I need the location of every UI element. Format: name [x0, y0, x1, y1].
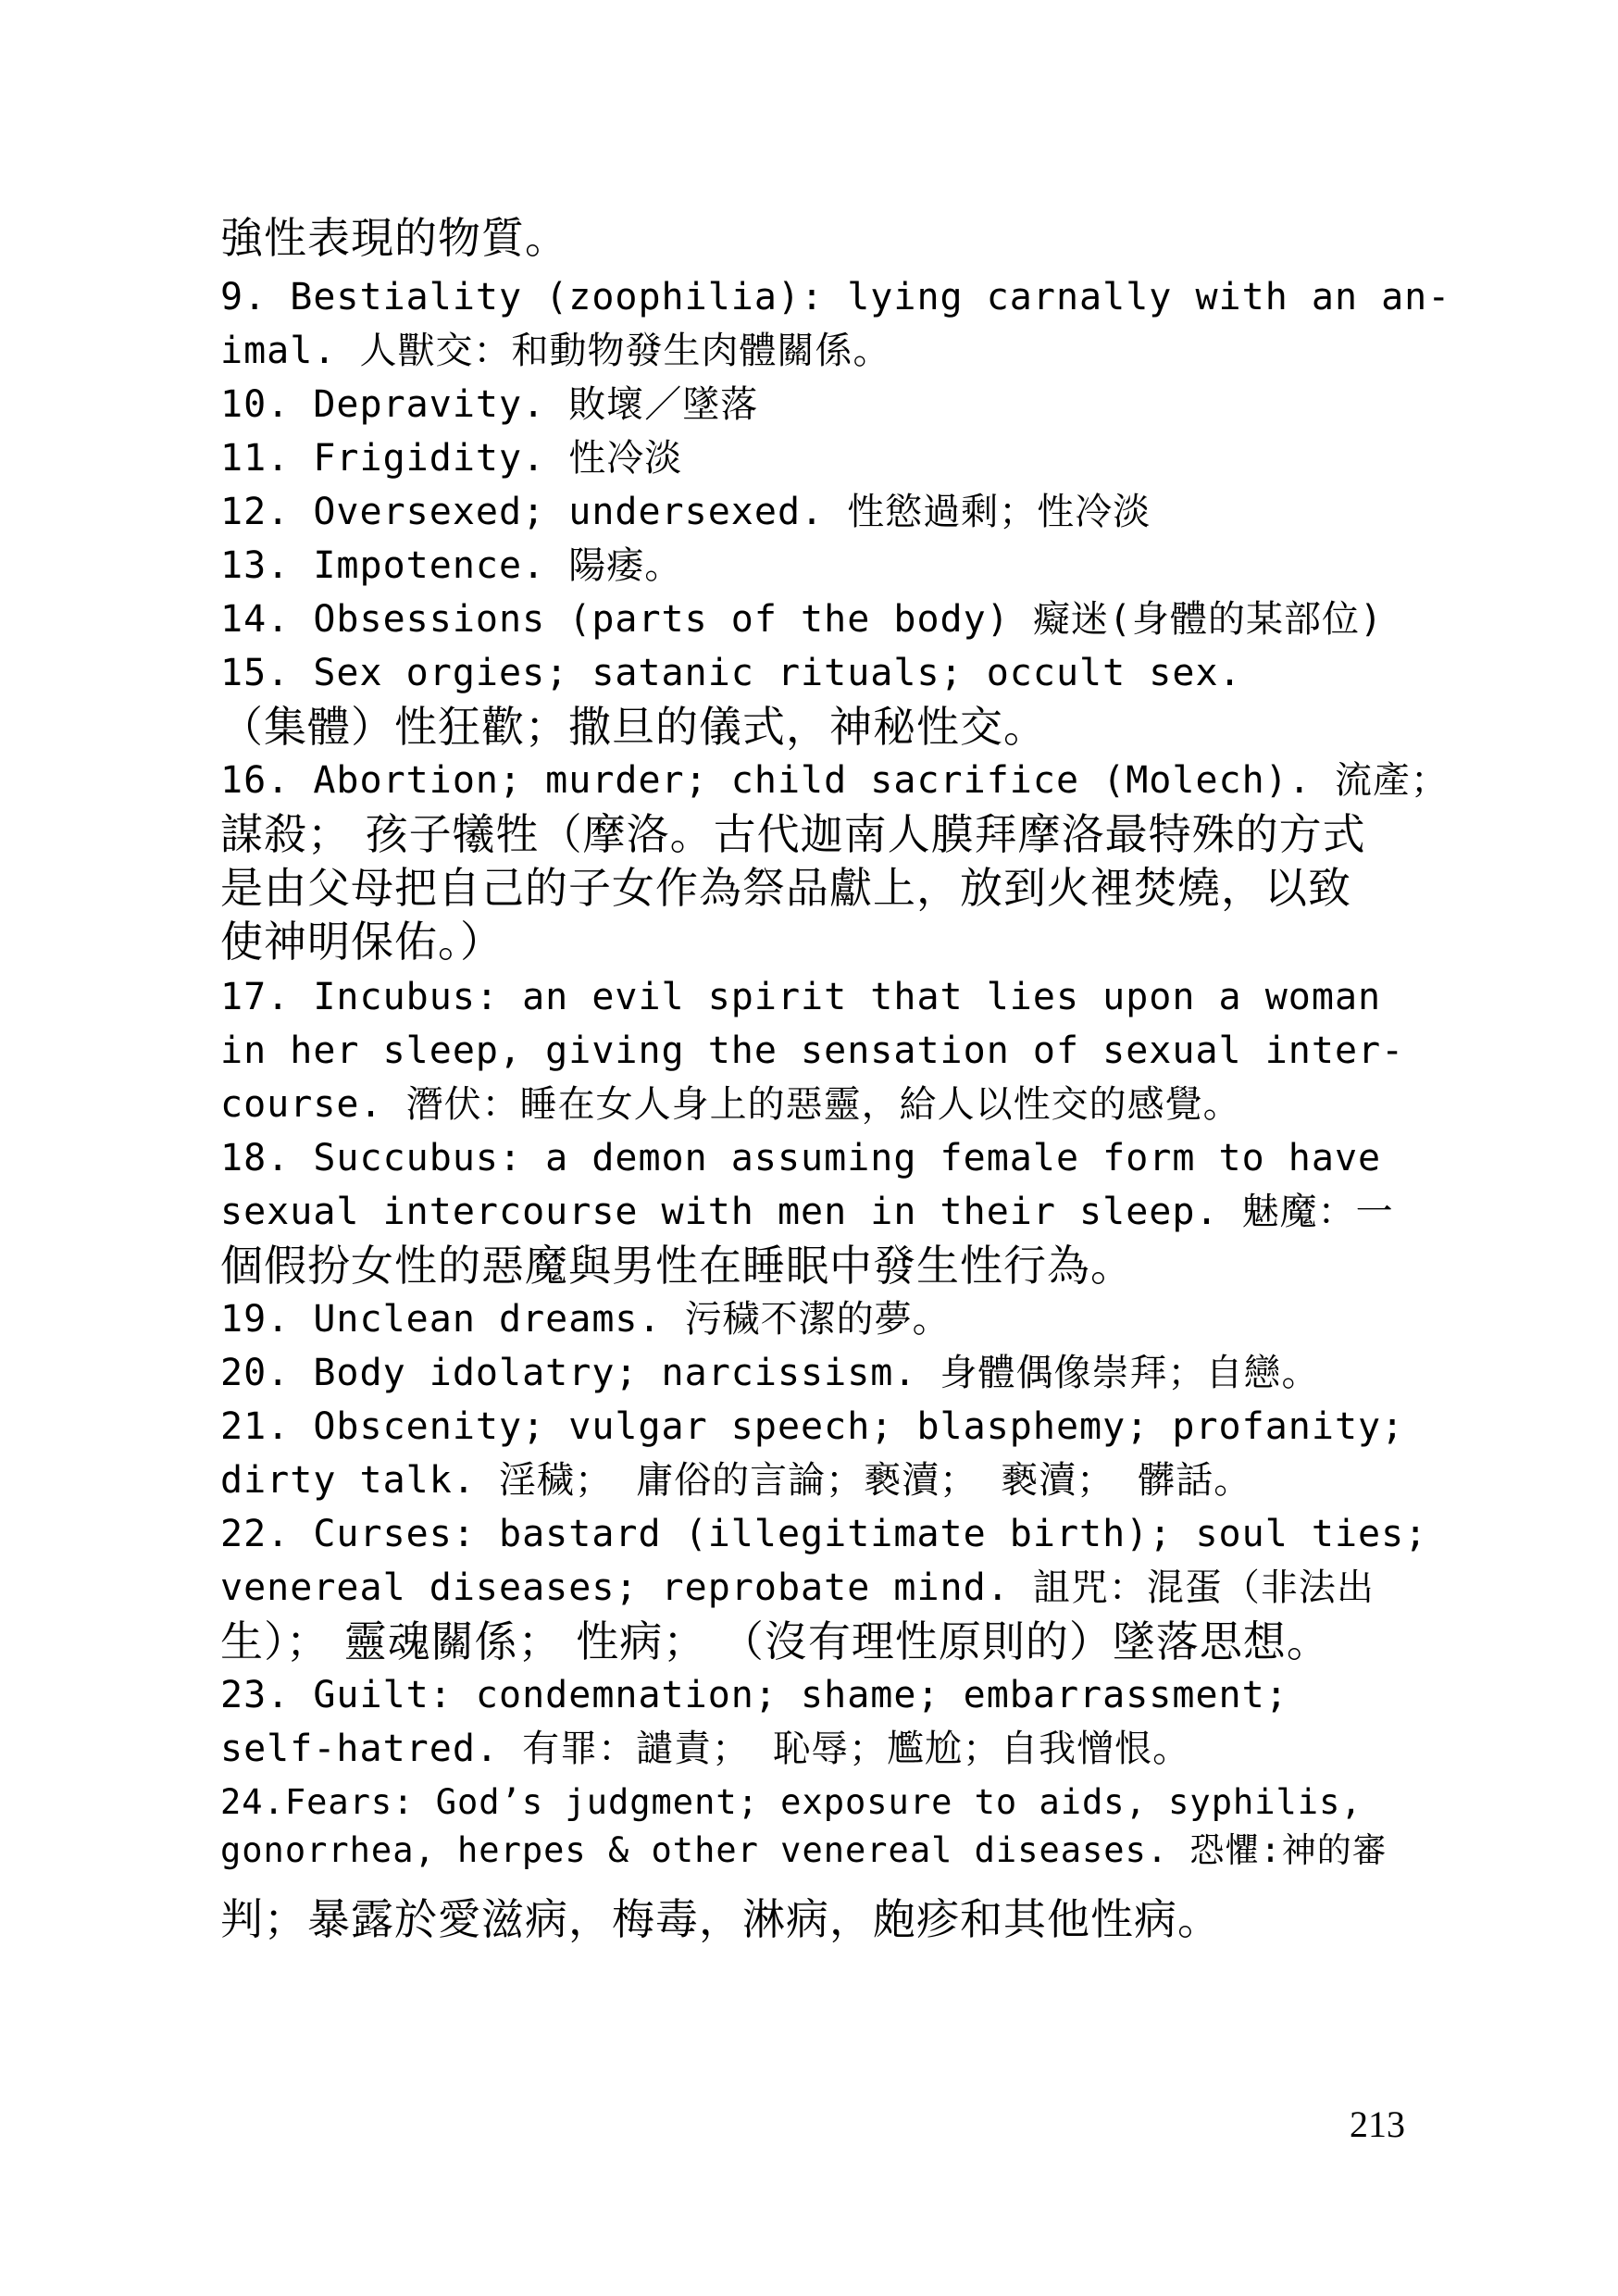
- text-line: 謀殺； 孩子犧牲（摩洛。古代迦南人膜拜摩洛最特殊的方式: [220, 809, 1366, 859]
- text-line: dirty talk. 淫穢； 庸俗的言論；褻瀆； 褻瀆； 髒話。: [220, 1459, 1252, 1502]
- text-line: 23. Guilt: condemnation; shame; embarrassment;: [220, 1674, 1288, 1716]
- text-line: 使神明保佑。）: [220, 917, 504, 967]
- text-line: 17. Incubus: an evil spirit that lies upon a woman: [220, 976, 1382, 1018]
- text-line: 21. Obscenity; vulgar speech; blasphemy; profanity;: [220, 1405, 1405, 1448]
- text-line: 16. Abortion; murder; child sacrifice (Molech). 流產；: [220, 759, 1449, 802]
- text-line: 14. Obsessions (parts of the body) 癡迷(身體的某部位): [220, 598, 1384, 641]
- text-line: 20. Body idolatry; narcissism. 身體偶像崇拜；自戀。: [220, 1352, 1320, 1394]
- text-line: 11. Frigidity. 性冷淡: [220, 437, 683, 480]
- text-line: 生）； 靈魂關係； 性病； （沒有理性原則的）墜落思想。: [220, 1616, 1330, 1666]
- page-number: 213: [1350, 2103, 1405, 2145]
- text-line: 15. Sex orgies; satanic rituals; occult sex.: [220, 652, 1242, 694]
- text-line: venereal diseases; reprobate mind. 詛咒：混蛋（非法出: [220, 1566, 1375, 1609]
- text-line: 判；暴露於愛滋病，梅毒，淋病，皰疹和其他性病。: [220, 1894, 1221, 1944]
- text-line: 19. Unclean dreams. 污穢不潔的夢。: [220, 1298, 951, 1341]
- text-line: in her sleep, giving the sensation of sexual inter-: [220, 1029, 1405, 1072]
- text-line: 22. Curses: bastard (illegitimate birth); soul ties;: [220, 1513, 1428, 1555]
- text-line: sexual intercourse with men in their sleep. 魅魔：一: [220, 1191, 1394, 1233]
- text-line: 12. Oversexed; undersexed. 性慾過剩；性冷淡: [220, 491, 1151, 533]
- text-line: imal. 人獸交：和動物發生肉體關係。: [220, 330, 891, 372]
- text-line: 是由父母把自己的子女作為祭品獻上，放到火裡焚燒，以致: [220, 863, 1351, 913]
- text-line: （集體）性狂歡；撒旦的儀式，神秘性交。: [220, 702, 1047, 752]
- text-line: 強性表現的物質。: [220, 213, 568, 263]
- text-line: 個假扮女性的惡魔與男性在睡眠中發生性行為。: [220, 1241, 1134, 1291]
- text-line: self-hatred. 有罪：譴責； 恥辱；尷尬；自我憎恨。: [220, 1728, 1191, 1770]
- text-line: 13. Impotence. 陽痿。: [220, 544, 683, 587]
- text-line: 9. Bestiality (zoophilia): lying carnally with an an-: [220, 276, 1451, 318]
- text-line: course. 潛伏：睡在女人身上的惡靈，給人以性交的感覺。: [220, 1083, 1241, 1126]
- text-line: 18. Succubus: a demon assuming female form to have: [220, 1137, 1382, 1179]
- text-line: 10. Depravity. 敗壞／墜落: [220, 383, 759, 426]
- text-line: 24.Fears: God’s judgment; exposure to aids, syphilis,: [220, 1782, 1363, 1822]
- text-line: gonorrhea, herpes & other venereal diseases. 恐懼:神的審: [220, 1830, 1388, 1870]
